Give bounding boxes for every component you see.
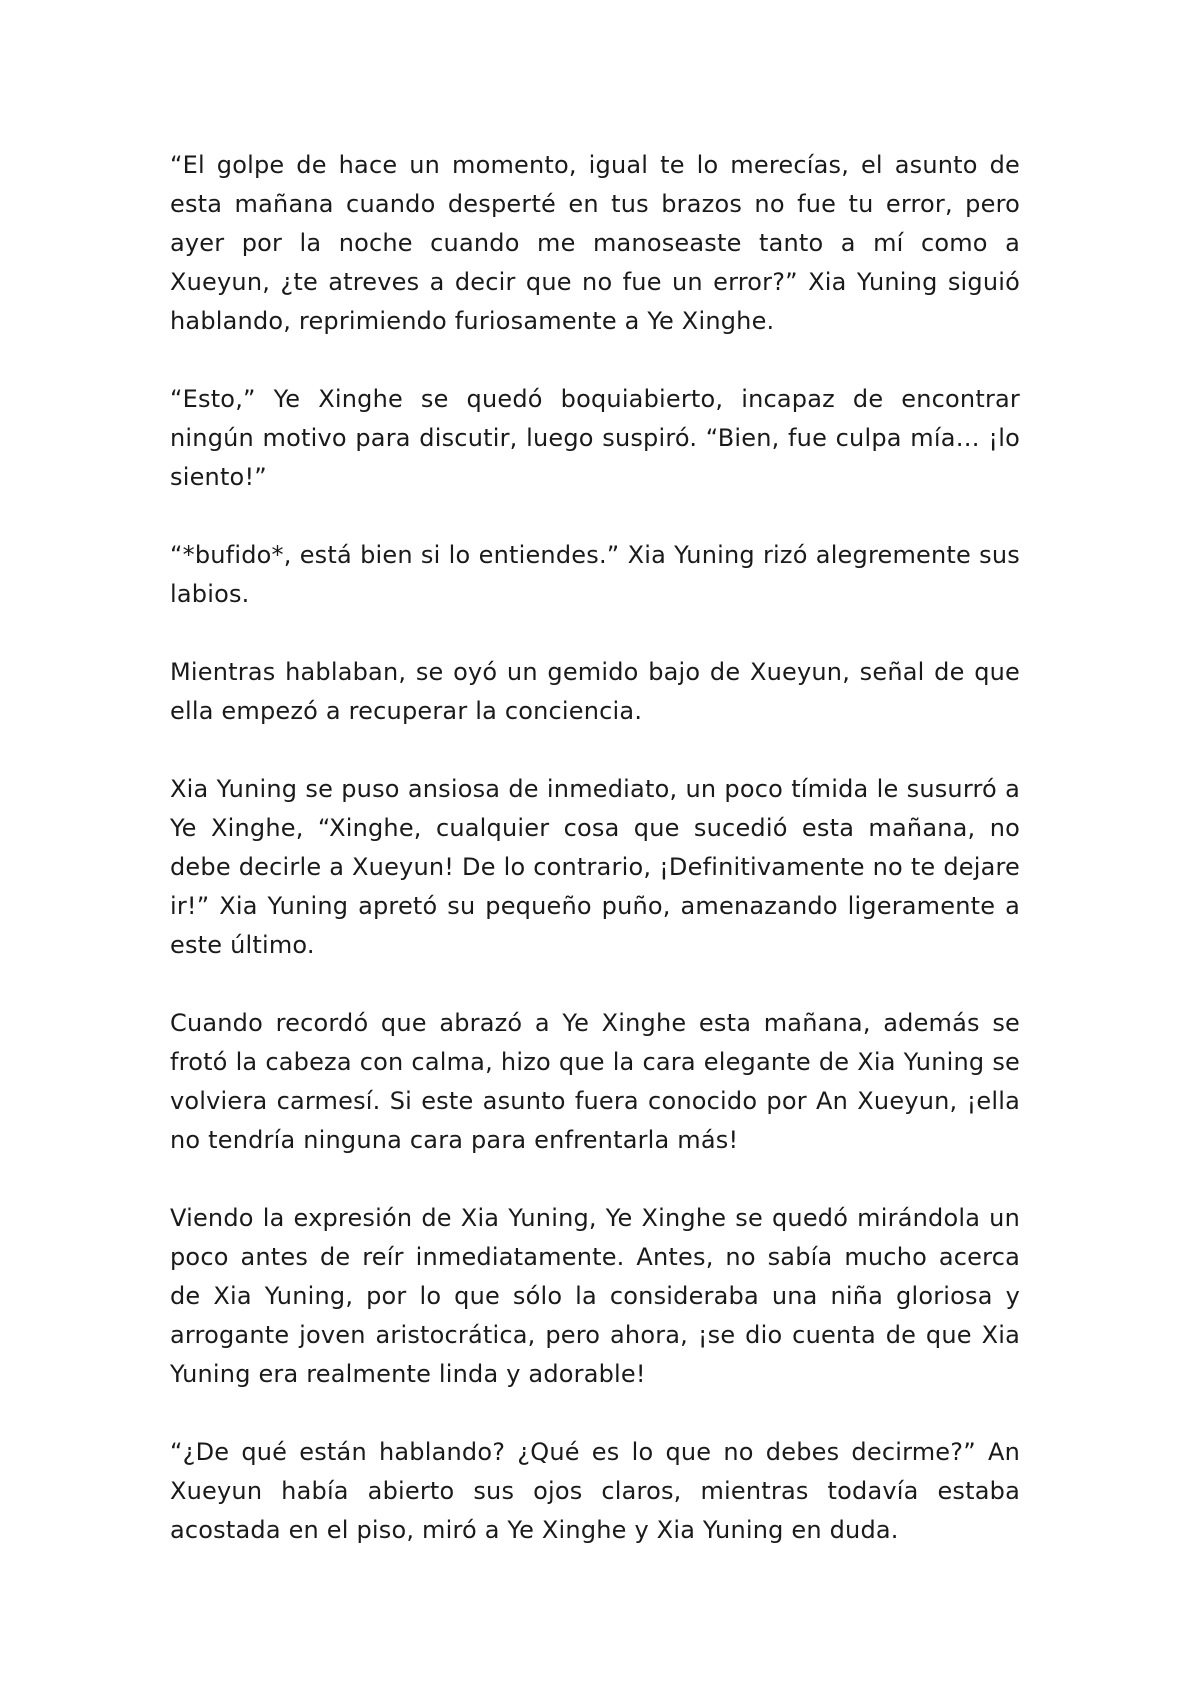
paragraph-2: “Esto,” Ye Xinghe se quedó boquiabierto, incapaz de encontrar ningún motivo para discutir, luego suspiró. “Bien, fue culpa mía… ¡lo siento!” — [170, 385, 1020, 491]
paragraph-8: “¿De qué están hablando? ¿Qué es lo que no debes decirme?” An Xueyun había abierto sus ojos claros, mientras todavía estaba acostada en el piso, miró a Ye Xinghe y Xia Yuning en duda. — [170, 1438, 1020, 1544]
paragraph-5: Xia Yuning se puso ansiosa de inmediato, un poco tímida le susurró a Ye Xinghe, “Xinghe, cualquier cosa que sucedió esta mañana, no debe decirle a Xueyun! De lo contrario, ¡Definitivamente no te dejare ir!” Xia Yuning apretó su pequeño puño, amenazando ligeramente a este último. — [170, 775, 1020, 959]
paragraph-3: “*bufido*, está bien si lo entiendes.” Xia Yuning rizó alegremente sus labios. — [170, 541, 1020, 608]
paragraph-1: “El golpe de hace un momento, igual te lo merecías, el asunto de esta mañana cuando desperté en tus brazos no fue tu error, pero ayer por la noche cuando me manoseaste tanto a mí como a Xueyun, ¿te atreves a decir que no fue un error?” Xia Yuning siguió hablando, reprimiendo furiosamente a Ye Xinghe. — [170, 151, 1020, 335]
paragraph-4: Mientras hablaban, se oyó un gemido bajo de Xueyun, señal de que ella empezó a recuperar la conciencia. — [170, 658, 1020, 725]
paragraph-6: Cuando recordó que abrazó a Ye Xinghe esta mañana, además se frotó la cabeza con calma, hizo que la cara elegante de Xia Yuning se volviera carmesí. Si este asunto fuera conocido por An Xueyun, ¡ella no tendría ninguna cara para enfrentarla más! — [170, 1009, 1020, 1154]
paragraph-7: Viendo la expresión de Xia Yuning, Ye Xinghe se quedó mirándola un poco antes de reír inmediatamente. Antes, no sabía mucho acerca de Xia Yuning, por lo que sólo la consideraba una niña gloriosa y arrogante joven aristocrática, pero ahora, ¡se dio cuenta de que Xia Yuning era realmente linda y adorable! — [170, 1204, 1020, 1388]
text-body — [170, 146, 1020, 1550]
